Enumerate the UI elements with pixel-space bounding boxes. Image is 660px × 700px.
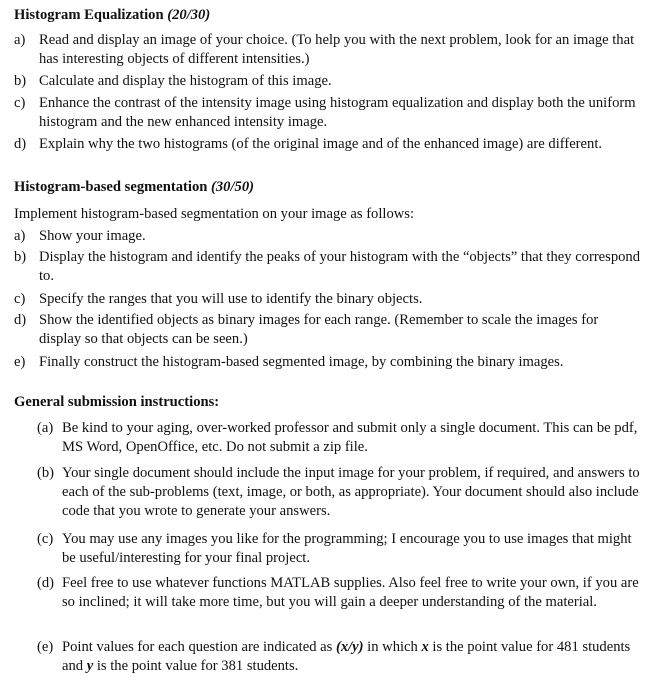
item-text: Specify the ranges that you will use to identify the binary objects.: [39, 291, 423, 307]
item-text: Finally construct the histogram-based segmented image, by combining the binary images.: [39, 354, 564, 370]
section-points: (30/50): [211, 179, 254, 195]
item-text: Be kind to your aging, over-worked professor and submit only a single document. This can be pdf, MS Word, OpenOffice, etc. Do not submit a zip file.: [62, 420, 638, 455]
section-histogram-equalization-heading: [14, 6, 210, 25]
item-label: b): [14, 73, 27, 89]
section-title: Histogram-based segmentation: [14, 179, 208, 195]
item-label: (a): [37, 420, 54, 436]
list-item: [14, 248, 644, 286]
text-segment: is the point value for 381 students.: [93, 658, 299, 674]
text-segment: in which: [363, 639, 422, 655]
list-item: [37, 419, 643, 457]
item-label: e): [14, 354, 26, 370]
submission-instructions-heading: General submission instructions:: [14, 394, 220, 410]
item-label: d): [14, 136, 27, 152]
section-segmentation-heading: [14, 178, 254, 197]
section-points: (20/30): [167, 7, 211, 23]
item-label: c): [14, 291, 26, 307]
text-segment: is the point value for 481 students and: [62, 639, 631, 674]
variable-x: x: [421, 639, 429, 655]
item-text: Your single document should include the input image for your problem, if required, and answers to each of the sub-problems (text, image, or both, as appropriate). Your document should also include code that you wrote to generate your answers.: [62, 465, 640, 519]
variable-y: y: [86, 658, 94, 674]
list-item: [37, 574, 643, 612]
item-text: Explain why the two histograms (of the original image and of the enhanced image) are different.: [39, 136, 603, 152]
list-item: [37, 530, 643, 568]
list-item: [14, 135, 644, 154]
item-label: a): [14, 32, 26, 48]
list-item: [37, 464, 643, 521]
item-label: (c): [37, 531, 54, 547]
list-item: [14, 94, 644, 132]
item-text: Enhance the contrast of the intensity image using histogram equalization and display both the uniform histogram and the new enhanced intensity image.: [39, 95, 636, 130]
text-segment: Point values for each question are indicated as: [62, 639, 336, 655]
list-item: [14, 290, 644, 309]
item-text: Show the identified objects as binary images for each range. (Remember to scale the images for display so that objects can be seen.): [39, 312, 599, 347]
item-label: d): [14, 312, 27, 328]
section-title: Histogram Equalization: [14, 7, 164, 23]
list-item: [14, 311, 644, 349]
item-text: Show your image.: [39, 228, 146, 244]
item-text: Calculate and display the histogram of this image.: [39, 73, 332, 89]
item-label: (e): [37, 639, 54, 655]
list-item: [14, 227, 644, 246]
item-label: a): [14, 228, 26, 244]
item-text: You may use any images you like for the programming; I encourage you to use images that might be useful/interesting for your final project.: [62, 531, 632, 566]
point-notation: (x/y): [335, 639, 364, 655]
item-label: (b): [37, 465, 55, 481]
list-item: [14, 353, 644, 372]
list-item: [14, 31, 644, 69]
section-intro: Implement histogram-based segmentation on your image as follows:: [14, 206, 415, 222]
item-label: (d): [37, 575, 55, 591]
item-label: c): [14, 95, 26, 111]
item-label: b): [14, 249, 27, 265]
item-text: [62, 638, 643, 676]
list-item: [14, 72, 644, 91]
list-item: [37, 638, 643, 676]
item-text: Feel free to use whatever functions MATLAB supplies. Also feel free to write your own, if you are so inclined; it will take more time, but you will gain a deeper understanding of the material.: [62, 575, 639, 610]
item-text: Read and display an image of your choice. (To help you with the next problem, look for an image that has interesting objects of different intensities.): [39, 32, 635, 67]
item-text: Display the histogram and identify the peaks of your histogram with the “objects” that they correspond to.: [39, 249, 641, 284]
